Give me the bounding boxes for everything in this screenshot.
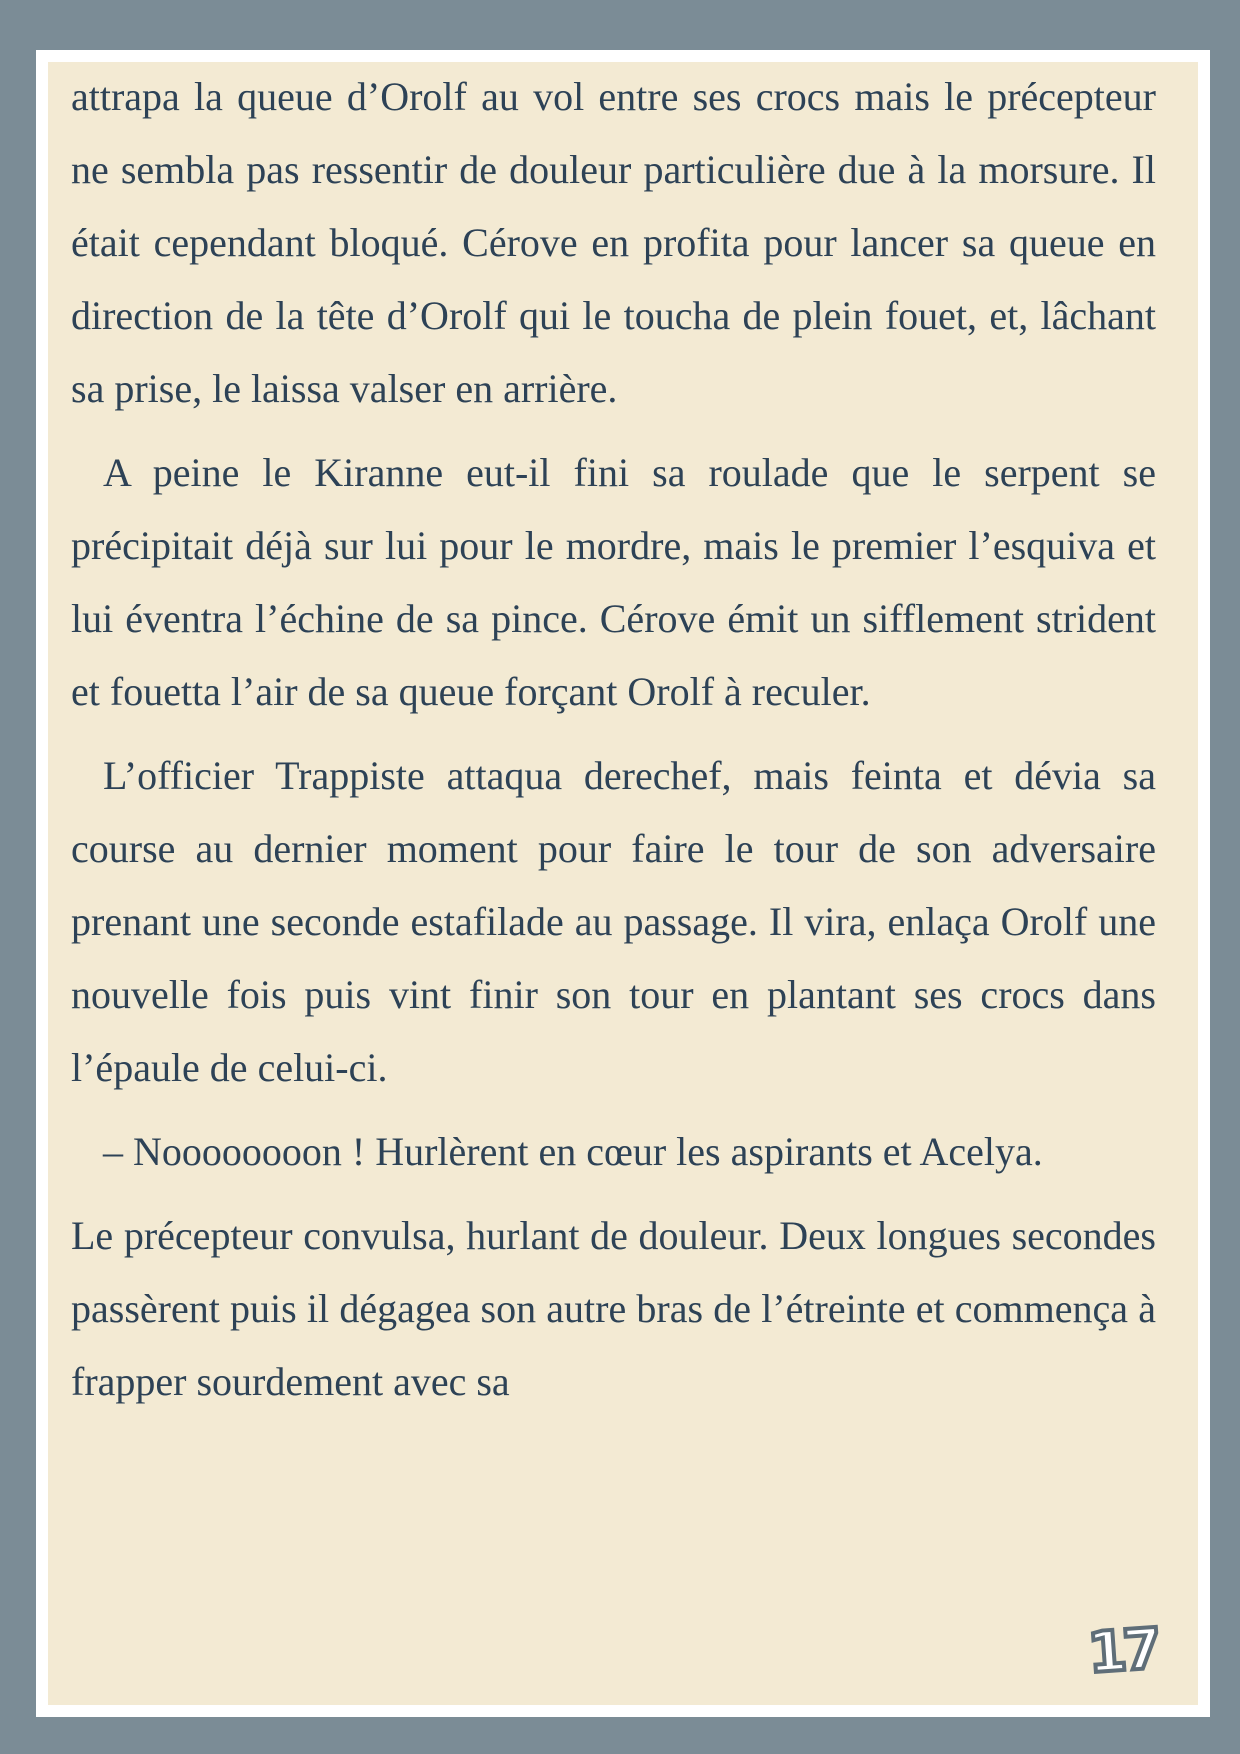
paragraph-1: attrapa la queue d’Orolf au vol entre ses crocs mais le précepteur ne sembla pas ressentir de douleur particulière due à la morsure. Il était cependant bloqué. Cérove en profita pour lancer sa queue en direction de la tête d’Orolf qui le toucha de plein fouet, et, lâchant sa prise, le laissa valser en arrière. bbox=[71, 74, 1156, 411]
paragraph-2: A peine le Kiranne eut-il fini sa roulade que le serpent se précipitait déjà sur lui pour le mordre, mais le premier l’esquiva et lui éventra l’échine de sa pince. Cérove émit un sifflement strident et fouetta l’air de sa queue forçant Orolf à reculer. bbox=[71, 450, 1156, 714]
paragraph-3: L’officier Trappiste attaqua derechef, mais feinta et dévia sa course au dernier moment pour faire le tour de son adversaire prenant une seconde estafilade au passage. Il vira, enlaça Orolf une nouvelle fois puis vint finir son tour en plantant ses crocs dans l’épaule de celui-ci. bbox=[71, 753, 1156, 1090]
page-number: 17 bbox=[1085, 1616, 1161, 1687]
body-text bbox=[71, 60, 1156, 1429]
dialogue-line: – Noooooooon ! Hurlèrent en cœur les aspirants et Acelya. bbox=[103, 1129, 1043, 1174]
paragraph-5: Le précepteur convulsa, hurlant de douleur. Deux longues secondes passèrent puis il dégagea son autre bras de l’étreinte et commença à frapper sourdement avec sa bbox=[71, 1213, 1156, 1404]
